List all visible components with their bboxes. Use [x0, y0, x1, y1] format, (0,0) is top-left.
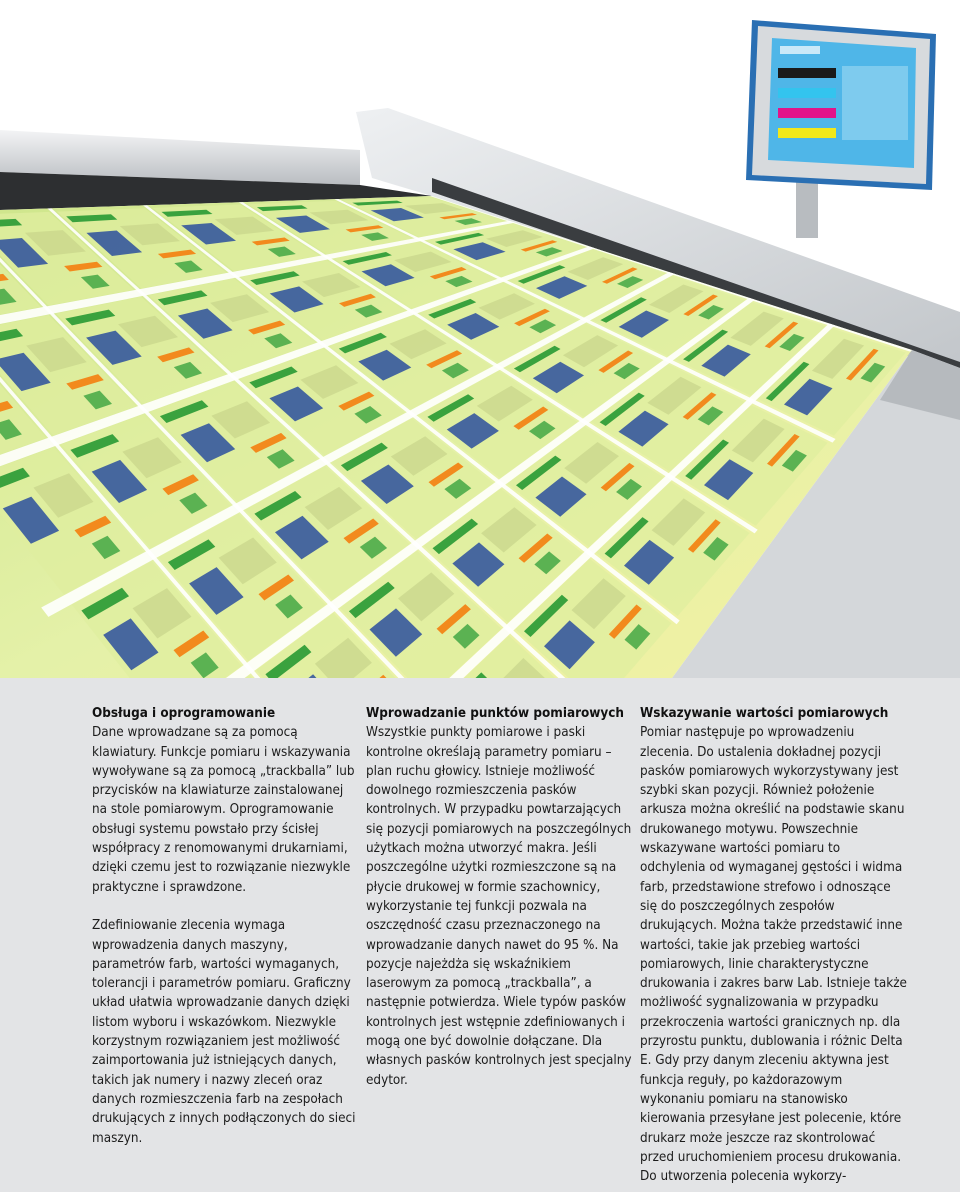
article-column-2 [366, 704, 634, 1090]
section-heading: Wprowadzanie punktów pomiarowych [366, 706, 624, 721]
section-heading: Obsługa i oprogramowanie [92, 706, 276, 721]
section-heading: Wskazywanie wartości pomiarowych [640, 706, 889, 721]
article-column-1 [92, 704, 360, 1148]
section-paragraph: Zdefiniowanie zlecenia wymaga wprowadzenia danych maszyny, parametrów farb, wartości wymaganych, tolerancji i parametrów pomiaru. Graficzny układ ułatwia wprowadzanie danych dzięki listom wyboru i wskazówkom. Niezwykle korzystnym rozwiązaniem jest możliwość zaimportowania już istniejących danych, takich jak numery i nazwy zleceń oraz danych rozmieszczenia farb na zespołach drukujących z innych podłączonych do sieci maszyn. [92, 918, 356, 1146]
article-column-3 [640, 704, 908, 1186]
section-paragraph: Pomiar następuje po wprowadzeniu zlecenia. Do ustalenia dokładnej pozycji pasków pomiarowych wykorzystywany jest szybki skan pozycji. Również położenie arkusza można określić na podstawie skanu drukowanego motywu. Powszechnie wskazywane wartości pomiaru to odchylenia od wymaganej gęstości i widma farb, przedstawione strefowo i odnoszące się do poszczególnych zespołów drukujących. Można także przedstawić inne wartości, takie jak przebieg wartości pomiarowych, linie charakterystyczne drukowania i zakres barw Lab. Istnieje także możliwość sygnalizowania w przypadku przekroczenia wartości granicznych np. dla przyrostu punktu, dublowania i różnic Delta E. Gdy przy danym zleceniu aktywna jest funkcja reguły, po każdorazowym wykonaniu pomiaru na stanowisko kierowania przesyłane jest polecenie, które drukarz może jeszcze raz skontrolować przed uruchomieniem procesu drukowania. Do utworzenia polecenia wykorzy- [640, 725, 907, 1185]
control-monitor [746, 20, 936, 190]
section-paragraph: Wszystkie punkty pomiarowe i paski kontrolne określają parametry pomiaru – plan ruchu głowicy. Istnieje możliwość dowolnego rozmieszczenia pasków kontrolnych. W przypadku powtarzających się pozycji pomiarowych na poszczególnych użytkach można utworzyć makra. Jeśli poszczególne użytki rozmieszczone są na płycie drukowej w formie szachownicy, wykorzystanie tej funkcji pozwala na oszczędność czasu przeznaczonego na wprowadzanie danych nawet do 95 %. Na pozycje najeżdża się wskaźnikiem laserowym za pomocą „trackballa”, a następnie potwierdza. Wiele typów pasków kontrolnych jest wstępnie zdefiniowanych i mogą one być dowolnie dołączane. Dla własnych pasków kontrolnych jest specjalny edytor. [366, 725, 632, 1088]
section-paragraph: Dane wprowadzane są za pomocą klawiatury. Funkcje pomiaru i wskazywania wywoływane są za pomocą „trackballa” lub przycisków na klawiaturze zainstalowanej na stole pomiarowym. Oprogramowanie obsługi systemu powstało przy ścisłej współpracy z renomowanymi drukarniami, dzięki czemu jest to rozwiązanie niezwykle praktyczne i sprawdzone. [92, 725, 355, 895]
article-text-panel [0, 678, 960, 1192]
